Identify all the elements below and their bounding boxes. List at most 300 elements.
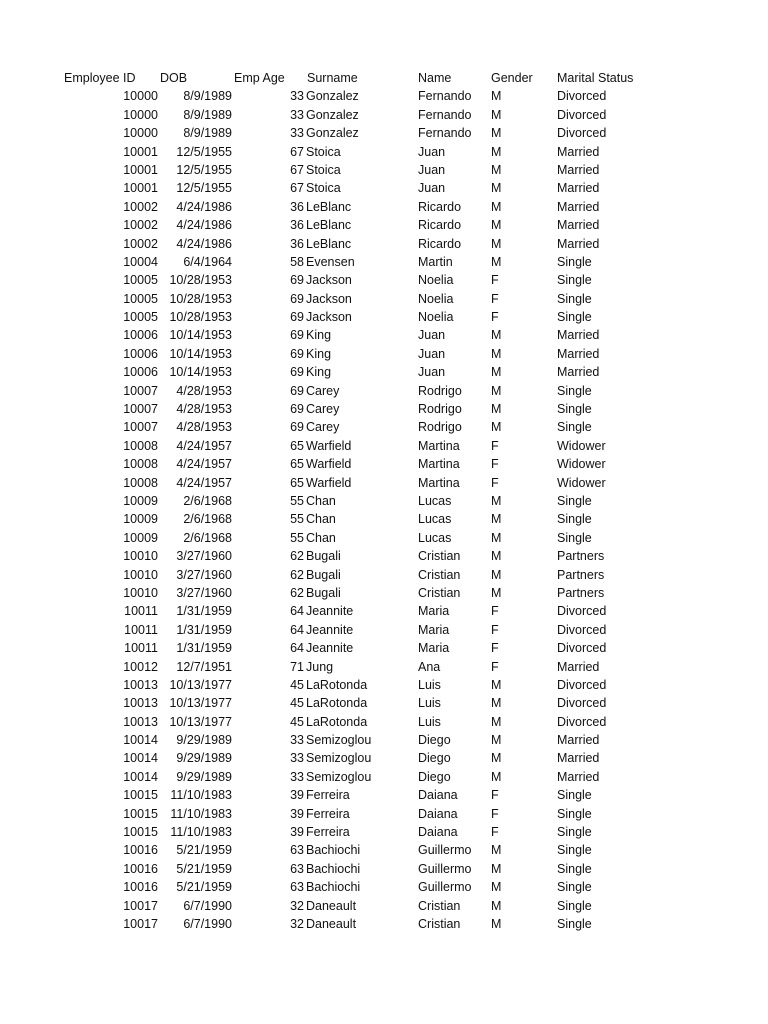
cell-surname: Stoica — [306, 181, 341, 196]
table-row — [0, 437, 768, 455]
table-row — [0, 621, 768, 639]
cell-name: Daiana — [418, 806, 458, 821]
cell-employee-id: 10004 — [123, 254, 158, 269]
cell-employee-id: 10006 — [123, 328, 158, 343]
cell-emp-age: 69 — [290, 383, 304, 398]
cell-emp-age: 45 — [290, 677, 304, 692]
cell-emp-age: 65 — [290, 475, 304, 490]
cell-gender: M — [491, 585, 502, 600]
cell-surname: Jackson — [306, 273, 352, 288]
header-name: Name — [418, 71, 452, 85]
cell-name: Lucas — [418, 512, 452, 527]
cell-name: Martina — [418, 475, 460, 490]
cell-gender: F — [491, 788, 499, 803]
cell-gender: M — [491, 218, 502, 233]
cell-surname: Stoica — [306, 162, 341, 177]
cell-surname: Bachiochi — [306, 861, 361, 876]
cell-employee-id: 10016 — [123, 880, 158, 895]
cell-name: Guillermo — [418, 861, 472, 876]
cell-employee-id: 10005 — [123, 310, 158, 325]
cell-surname: Stoica — [306, 144, 341, 159]
cell-marital-status: Single — [557, 806, 592, 821]
cell-gender: M — [491, 733, 502, 748]
header-gender: Gender — [491, 71, 533, 85]
cell-marital-status: Married — [557, 144, 600, 159]
cell-marital-status: Married — [557, 218, 600, 233]
cell-surname: Chan — [306, 493, 336, 508]
cell-name: Noelia — [418, 310, 454, 325]
cell-employee-id: 10009 — [123, 512, 158, 527]
cell-dob: 11/10/1983 — [170, 825, 232, 840]
cell-marital-status: Married — [557, 236, 600, 251]
cell-surname: Gonzalez — [306, 107, 359, 122]
cell-dob: 12/5/1955 — [176, 162, 232, 177]
cell-surname: King — [306, 365, 332, 380]
employee-sheet — [0, 69, 768, 933]
table-row — [0, 878, 768, 896]
cell-employee-id: 10000 — [123, 126, 158, 141]
table-row — [0, 768, 768, 786]
cell-dob: 11/10/1983 — [170, 788, 232, 803]
cell-dob: 4/24/1986 — [176, 199, 232, 214]
cell-gender: M — [491, 254, 502, 269]
cell-gender: M — [491, 89, 502, 104]
table-row — [0, 749, 768, 767]
cell-emp-age: 62 — [290, 549, 304, 564]
table-row — [0, 400, 768, 418]
table-row — [0, 547, 768, 565]
cell-name: Rodrigo — [418, 402, 462, 417]
cell-dob: 11/10/1983 — [170, 806, 232, 821]
cell-dob: 5/21/1959 — [176, 843, 232, 858]
table-row — [0, 143, 768, 161]
cell-surname: Bugali — [306, 549, 341, 564]
cell-emp-age: 45 — [290, 696, 304, 711]
cell-emp-age: 39 — [290, 806, 304, 821]
cell-dob: 6/7/1990 — [183, 898, 232, 913]
cell-name: Guillermo — [418, 843, 472, 858]
cell-emp-age: 32 — [290, 898, 304, 913]
cell-marital-status: Single — [557, 861, 592, 876]
table-row — [0, 841, 768, 859]
cell-marital-status: Partners — [557, 585, 605, 600]
table-row — [0, 584, 768, 602]
cell-employee-id: 10000 — [123, 89, 158, 104]
cell-name: Cristian — [418, 898, 461, 913]
cell-gender: F — [491, 806, 499, 821]
cell-emp-age: 39 — [290, 825, 304, 840]
cell-employee-id: 10007 — [123, 420, 158, 435]
cell-employee-id: 10001 — [123, 181, 158, 196]
cell-employee-id: 10010 — [123, 549, 158, 564]
cell-gender: M — [491, 236, 502, 251]
cell-dob: 3/27/1960 — [176, 585, 232, 600]
table-row — [0, 124, 768, 142]
table-row — [0, 676, 768, 694]
cell-emp-age: 33 — [290, 769, 304, 784]
cell-surname: Jackson — [306, 291, 352, 306]
cell-surname: Carey — [306, 420, 340, 435]
table-row — [0, 271, 768, 289]
cell-dob: 9/29/1989 — [176, 733, 232, 748]
cell-employee-id: 10014 — [123, 751, 158, 766]
cell-dob: 10/28/1953 — [169, 310, 232, 325]
cell-employee-id: 10017 — [123, 898, 158, 913]
cell-emp-age: 62 — [290, 567, 304, 582]
table-row — [0, 179, 768, 197]
table-row — [0, 87, 768, 105]
cell-surname: King — [306, 328, 332, 343]
cell-dob: 3/27/1960 — [176, 567, 232, 582]
cell-dob: 2/6/1968 — [183, 493, 232, 508]
cell-marital-status: Divorced — [557, 126, 607, 141]
cell-employee-id: 10011 — [124, 622, 158, 637]
cell-name: Juan — [418, 365, 446, 380]
table-row — [0, 492, 768, 510]
cell-emp-age: 36 — [290, 236, 304, 251]
cell-gender: M — [491, 549, 502, 564]
cell-name: Luis — [418, 696, 441, 711]
cell-dob: 5/21/1959 — [176, 861, 232, 876]
cell-gender: M — [491, 769, 502, 784]
cell-gender: M — [491, 181, 502, 196]
cell-name: Maria — [418, 641, 450, 656]
cell-name: Luis — [418, 714, 441, 729]
cell-gender: F — [491, 438, 499, 453]
cell-marital-status: Widower — [557, 438, 606, 453]
cell-gender: M — [491, 420, 502, 435]
cell-marital-status: Single — [557, 383, 592, 398]
cell-name: Cristian — [418, 567, 461, 582]
cell-surname: LeBlanc — [306, 236, 352, 251]
header-employee-id: Employee ID — [64, 71, 136, 85]
cell-dob: 10/28/1953 — [169, 291, 232, 306]
cell-dob: 6/4/1964 — [183, 254, 232, 269]
cell-surname: Gonzalez — [306, 89, 359, 104]
table-row — [0, 253, 768, 271]
cell-emp-age: 69 — [290, 273, 304, 288]
cell-gender: M — [491, 677, 502, 692]
cell-gender: F — [491, 825, 499, 840]
cell-dob: 4/24/1957 — [176, 457, 232, 472]
cell-emp-age: 32 — [290, 916, 304, 931]
cell-dob: 8/9/1989 — [183, 107, 232, 122]
cell-gender: M — [491, 512, 502, 527]
cell-emp-age: 69 — [290, 346, 304, 361]
table-row — [0, 455, 768, 473]
cell-gender: M — [491, 383, 502, 398]
table-row — [0, 713, 768, 731]
cell-surname: Bachiochi — [306, 880, 361, 895]
cell-surname: Jung — [306, 659, 334, 674]
cell-marital-status: Divorced — [557, 604, 607, 619]
table-row — [0, 602, 768, 620]
cell-gender: F — [491, 291, 499, 306]
cell-employee-id: 10001 — [123, 144, 158, 159]
cell-emp-age: 33 — [290, 126, 304, 141]
cell-gender: F — [491, 310, 499, 325]
cell-name: Daiana — [418, 825, 458, 840]
cell-name: Ana — [418, 659, 441, 674]
cell-emp-age: 69 — [290, 291, 304, 306]
cell-gender: M — [491, 916, 502, 931]
cell-emp-age: 39 — [290, 788, 304, 803]
cell-name: Fernando — [418, 107, 472, 122]
cell-name: Ricardo — [418, 199, 462, 214]
cell-employee-id: 10000 — [123, 107, 158, 122]
cell-marital-status: Divorced — [557, 622, 607, 637]
cell-marital-status: Widower — [557, 475, 606, 490]
cell-employee-id: 10008 — [123, 457, 158, 472]
cell-dob: 10/13/1977 — [169, 677, 232, 692]
cell-name: Diego — [418, 751, 451, 766]
cell-emp-age: 33 — [290, 89, 304, 104]
cell-dob: 9/29/1989 — [176, 769, 232, 784]
cell-surname: Semizoglou — [306, 769, 372, 784]
cell-name: Juan — [418, 328, 446, 343]
cell-employee-id: 10005 — [123, 291, 158, 306]
cell-emp-age: 69 — [290, 365, 304, 380]
cell-dob: 4/28/1953 — [176, 420, 232, 435]
cell-dob: 1/31/1959 — [176, 641, 232, 656]
table-row — [0, 235, 768, 253]
cell-dob: 3/27/1960 — [176, 549, 232, 564]
cell-employee-id: 10014 — [123, 733, 158, 748]
cell-emp-age: 67 — [290, 181, 304, 196]
cell-emp-age: 33 — [290, 751, 304, 766]
cell-dob: 4/28/1953 — [176, 383, 232, 398]
cell-gender: M — [491, 328, 502, 343]
cell-dob: 4/24/1986 — [176, 218, 232, 233]
cell-dob: 6/7/1990 — [183, 916, 232, 931]
cell-gender: M — [491, 365, 502, 380]
cell-employee-id: 10002 — [123, 199, 158, 214]
cell-marital-status: Divorced — [557, 677, 607, 692]
table-row — [0, 345, 768, 363]
cell-name: Rodrigo — [418, 383, 462, 398]
table-row — [0, 694, 768, 712]
cell-marital-status: Single — [557, 291, 592, 306]
cell-dob: 10/13/1977 — [169, 714, 232, 729]
cell-employee-id: 10013 — [123, 696, 158, 711]
cell-marital-status: Single — [557, 916, 592, 931]
cell-gender: M — [491, 199, 502, 214]
cell-emp-age: 58 — [290, 254, 304, 269]
cell-surname: LaRotonda — [306, 714, 368, 729]
cell-employee-id: 10010 — [123, 585, 158, 600]
cell-employee-id: 10013 — [123, 714, 158, 729]
table-row — [0, 363, 768, 381]
cell-employee-id: 10002 — [123, 236, 158, 251]
cell-dob: 10/28/1953 — [169, 273, 232, 288]
cell-employee-id: 10015 — [123, 788, 158, 803]
cell-name: Diego — [418, 733, 451, 748]
cell-marital-status: Single — [557, 420, 592, 435]
table-row — [0, 658, 768, 676]
cell-name: Juan — [418, 162, 446, 177]
cell-emp-age: 67 — [290, 162, 304, 177]
cell-emp-age: 45 — [290, 714, 304, 729]
cell-name: Martina — [418, 438, 460, 453]
cell-name: Maria — [418, 604, 450, 619]
cell-surname: LaRotonda — [306, 677, 368, 692]
cell-marital-status: Single — [557, 402, 592, 417]
cell-marital-status: Divorced — [557, 107, 607, 122]
cell-surname: Jeannite — [306, 622, 354, 637]
cell-employee-id: 10007 — [123, 383, 158, 398]
table-row — [0, 308, 768, 326]
table-row — [0, 805, 768, 823]
cell-surname: King — [306, 346, 332, 361]
cell-dob: 1/31/1959 — [176, 604, 232, 619]
cell-name: Lucas — [418, 493, 452, 508]
cell-marital-status: Partners — [557, 567, 605, 582]
cell-emp-age: 36 — [290, 199, 304, 214]
cell-employee-id: 10012 — [123, 659, 158, 674]
table-row — [0, 418, 768, 436]
cell-employee-id: 10006 — [123, 346, 158, 361]
cell-dob: 2/6/1968 — [183, 512, 232, 527]
cell-marital-status: Single — [557, 843, 592, 858]
cell-name: Juan — [418, 144, 446, 159]
cell-surname: Bachiochi — [306, 843, 361, 858]
cell-gender: M — [491, 162, 502, 177]
table-row — [0, 860, 768, 878]
table-row — [0, 106, 768, 124]
cell-employee-id: 10011 — [124, 604, 158, 619]
cell-employee-id: 10006 — [123, 365, 158, 380]
cell-marital-status: Single — [557, 273, 592, 288]
table-row — [0, 216, 768, 234]
cell-marital-status: Single — [557, 825, 592, 840]
cell-emp-age: 69 — [290, 402, 304, 417]
cell-employee-id: 10016 — [123, 843, 158, 858]
cell-gender: M — [491, 714, 502, 729]
cell-name: Cristian — [418, 916, 461, 931]
cell-name: Lucas — [418, 530, 452, 545]
cell-surname: Daneault — [306, 898, 357, 913]
table-row — [0, 290, 768, 308]
cell-emp-age: 69 — [290, 310, 304, 325]
cell-marital-status: Widower — [557, 457, 606, 472]
cell-surname: Evensen — [306, 254, 355, 269]
cell-marital-status: Single — [557, 898, 592, 913]
cell-surname: Ferreira — [306, 788, 350, 803]
cell-marital-status: Single — [557, 530, 592, 545]
cell-gender: M — [491, 880, 502, 895]
header-emp-age: Emp Age — [234, 71, 285, 85]
cell-name: Cristian — [418, 549, 461, 564]
cell-surname: Carey — [306, 383, 340, 398]
cell-gender: F — [491, 273, 499, 288]
cell-name: Diego — [418, 769, 451, 784]
cell-marital-status: Single — [557, 788, 592, 803]
cell-employee-id: 10011 — [124, 641, 158, 656]
cell-dob: 10/13/1977 — [169, 696, 232, 711]
cell-surname: Carey — [306, 402, 340, 417]
cell-employee-id: 10009 — [123, 493, 158, 508]
table-row — [0, 639, 768, 657]
cell-name: Cristian — [418, 585, 461, 600]
cell-marital-status: Married — [557, 181, 600, 196]
cell-surname: Jeannite — [306, 604, 354, 619]
cell-employee-id: 10007 — [123, 402, 158, 417]
cell-emp-age: 33 — [290, 107, 304, 122]
cell-name: Maria — [418, 622, 450, 637]
cell-emp-age: 55 — [290, 530, 304, 545]
cell-surname: Ferreira — [306, 806, 350, 821]
table-body — [0, 87, 768, 933]
cell-gender: M — [491, 751, 502, 766]
cell-gender: M — [491, 696, 502, 711]
cell-name: Guillermo — [418, 880, 472, 895]
cell-surname: LaRotonda — [306, 696, 368, 711]
cell-gender: M — [491, 843, 502, 858]
cell-emp-age: 55 — [290, 493, 304, 508]
cell-dob: 4/24/1957 — [176, 438, 232, 453]
table-row — [0, 474, 768, 492]
table-row — [0, 786, 768, 804]
table-row — [0, 897, 768, 915]
cell-marital-status: Married — [557, 659, 600, 674]
cell-dob: 12/5/1955 — [176, 144, 232, 159]
cell-emp-age: 63 — [290, 880, 304, 895]
cell-gender: M — [491, 493, 502, 508]
cell-emp-age: 64 — [290, 622, 304, 637]
cell-dob: 10/14/1953 — [169, 346, 232, 361]
cell-employee-id: 10001 — [123, 162, 158, 177]
cell-dob: 10/14/1953 — [169, 328, 232, 343]
cell-name: Ricardo — [418, 218, 462, 233]
cell-gender: M — [491, 402, 502, 417]
cell-surname: Daneault — [306, 916, 357, 931]
cell-name: Luis — [418, 677, 441, 692]
cell-dob: 2/6/1968 — [183, 530, 232, 545]
cell-gender: F — [491, 604, 499, 619]
cell-employee-id: 10017 — [123, 916, 158, 931]
cell-employee-id: 10008 — [123, 438, 158, 453]
table-row — [0, 198, 768, 216]
cell-surname: Chan — [306, 530, 336, 545]
cell-employee-id: 10014 — [123, 769, 158, 784]
cell-marital-status: Married — [557, 328, 600, 343]
cell-name: Ricardo — [418, 236, 462, 251]
cell-surname: Semizoglou — [306, 733, 372, 748]
cell-surname: Warfield — [306, 438, 352, 453]
cell-employee-id: 10015 — [123, 806, 158, 821]
cell-emp-age: 69 — [290, 328, 304, 343]
cell-employee-id: 10016 — [123, 861, 158, 876]
cell-emp-age: 33 — [290, 733, 304, 748]
cell-dob: 4/28/1953 — [176, 402, 232, 417]
cell-dob: 4/24/1986 — [176, 236, 232, 251]
cell-marital-status: Divorced — [557, 696, 607, 711]
cell-employee-id: 10013 — [123, 677, 158, 692]
cell-marital-status: Married — [557, 365, 600, 380]
cell-surname: Ferreira — [306, 825, 350, 840]
cell-gender: F — [491, 475, 499, 490]
cell-name: Noelia — [418, 273, 454, 288]
cell-emp-age: 55 — [290, 512, 304, 527]
cell-marital-status: Married — [557, 769, 600, 784]
cell-emp-age: 69 — [290, 420, 304, 435]
cell-dob: 5/21/1959 — [176, 880, 232, 895]
table-row — [0, 382, 768, 400]
cell-marital-status: Married — [557, 199, 600, 214]
table-row — [0, 823, 768, 841]
cell-gender: M — [491, 898, 502, 913]
cell-gender: M — [491, 126, 502, 141]
